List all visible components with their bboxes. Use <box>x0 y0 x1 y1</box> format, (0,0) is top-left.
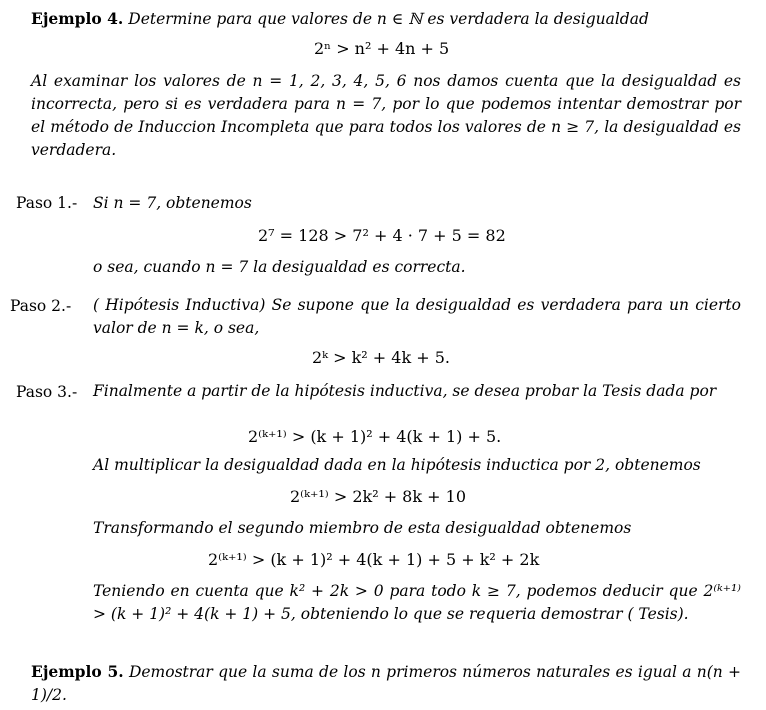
paso-3-text-3: Transformando el segundo miembro de esta desigualdad obtenemos <box>93 519 632 537</box>
paso-3-conclusion: Teniendo en cuenta que k² + 2k > 0 para todo k ≥ 7, podemos deducir que 2⁽ᵏ⁺¹⁾ > (k + 1)² + 4(k + 1) + 5, obteniendo lo que se requeria demostrar ( Tesis). <box>93 582 741 623</box>
example-4-statement: Determine para que valores de n ∈ ℕ es verdadera la desigualdad <box>128 10 649 28</box>
paso-3-label: Paso 3.- <box>16 383 78 401</box>
paso-1-text: Si n = 7, obtenemos <box>93 194 252 212</box>
paso-3-equation-3: 2⁽ᵏ⁺¹⁾ > (k + 1)² + 4(k + 1) + 5 + k² + 2k <box>208 550 540 569</box>
paso-2-label: Paso 2.- <box>10 297 72 315</box>
example-4-title: Ejemplo 4. <box>31 9 124 28</box>
paso-2-text: ( Hipótesis Inductiva) Se supone que la desigualdad es verdadera para un cierto valor de n = k, o sea, <box>93 296 741 337</box>
paso-3-text-2: Al multiplicar la desigualdad dada en la hipótesis inductica por 2, obtenemos <box>93 456 701 474</box>
example-5-title: Ejemplo 5. <box>31 662 124 681</box>
example-5-paragraph <box>31 660 741 707</box>
paso-1-label: Paso 1.- <box>16 194 78 212</box>
equation-1: 2ⁿ > n² + 4n + 5 <box>314 39 450 58</box>
paso-1-after: o sea, cuando n = 7 la desigualdad es correcta. <box>93 258 466 276</box>
paso-3-equation-2: 2⁽ᵏ⁺¹⁾ > 2k² + 8k + 10 <box>290 487 466 506</box>
example-5-statement: Demostrar que la suma de los n primeros números naturales es igual a n(n + 1)/2. <box>31 663 742 704</box>
paso-2-equation: 2ᵏ > k² + 4k + 5. <box>312 348 450 367</box>
example-4-heading <box>31 9 649 29</box>
paso-1-equation: 2⁷ = 128 > 7² + 4 · 7 + 5 = 82 <box>258 226 506 245</box>
paso-3-equation-1: 2⁽ᵏ⁺¹⁾ > (k + 1)² + 4(k + 1) + 5. <box>248 427 502 446</box>
intro-paragraph: Al examinar los valores de n = 1, 2, 3, 4, 5, 6 nos damos cuenta que la desigualdad es incorrecta, pero si es verdadera para n = 7, por lo que podemos intentar demostrar por el método de Induccion Incompleta que para todos los valores de n ≥ 7, la desigualdad es verdadera. <box>31 72 741 159</box>
paso-3-text: Finalmente a partir de la hipótesis inductiva, se desea probar la Tesis dada por <box>93 382 717 400</box>
